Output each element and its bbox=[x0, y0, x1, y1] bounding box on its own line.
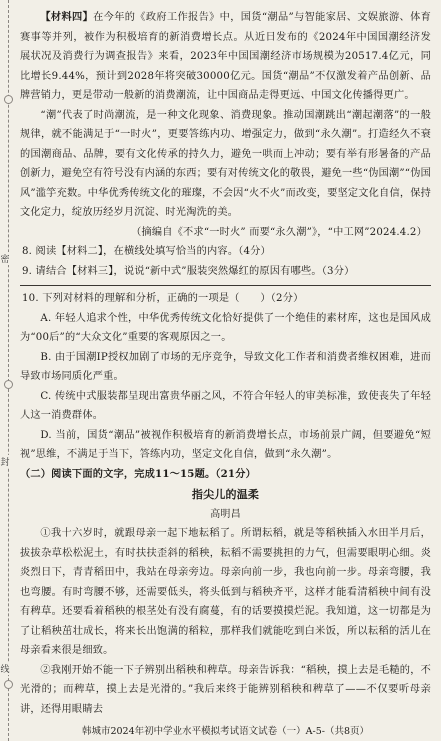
material4-source: （摘编自《不求“一时火” 而要“永久潮”》，“中工网”2024.4.2） bbox=[131, 226, 427, 238]
option-b: B. 由于国潮IP授权加剧了市场的无序竞争，导致文化工作者和消费者维权困难，进而导致市场同质化严重。 bbox=[20, 351, 431, 382]
margin-char: 封 bbox=[0, 455, 10, 468]
page-footer: 韩城市2024年初中学业水平模拟考试语文试卷（一）A-5-（共8页） bbox=[81, 726, 370, 737]
content-area bbox=[20, 8, 431, 719]
margin-char: 密 bbox=[0, 252, 10, 265]
article-para2: ②我刚开始不能一下子辨别出稻秧和稗草。母亲告诉我：“稻秧，摸上去是毛糙的，不光滑的；而稗草，摸上去是光滑的。”我后来终于能辨别稻秧和稗草了——不仅要听母亲讲，还得用眼睛去 bbox=[20, 664, 431, 715]
option-d: D. 当前，国货“潮品”被视作积极培育的新消费增长点，市场前景广阔，但要避免“短视”思维，不满足于当下，答练内功，坚定文化自信，做到“永久潮”。 bbox=[20, 429, 431, 460]
article-para1: ①我十六岁时，就跟母亲一起下地耘稻了。所谓耘稻，就是等稻秧插入水田半月后，拔拔杂草松松泥土，有时扶扶歪斜的稻秧，耘稻不需要挑担的力气，但需要眼明心细。炎炎烈日下，青青稻田中，我站在母亲旁边。母亲向前一步，我也向前一步。母亲弯腰，我也弯腰。有时弯腰不够，还需要低头，将头低到与稻秧齐平，这样才能看清稻秧中间有没有稗草。还要看着稻秧的根茎处有没有腐蔓，有的话要摸摸烂泥。我知道，这一切都是为了让稻秧茁壮成长，将来长出饱满的稻粒，那样我们就能吃到白米饭，所以耘稻的活儿在母亲看来很是细致。 bbox=[20, 528, 431, 656]
binding-hole bbox=[4, 380, 13, 389]
material4-para1 bbox=[20, 8, 431, 106]
material4-para2: “潮”代表了时尚潮流，是一种文化现象、消费现象。推动国潮跳出“潮起潮落”的一般规律，就不能满足于“一时火”，更要答练内功、增强定力，做到“永久潮”。打造经久不衰的国潮商品、品牌，要有文化传承的持久力，避免一哄而上冲动；要有举有形暑备的产品创新力，避免空有符号没有内涵的东西；要有对传统文化的敬畏，避免一些“伪国潮”“伪国风”滥竽充数。中华优秀传统文化的璀璨，不会因“火不火”而改变，要坚定文化自信，保持文化定力，绽放历经岁月沉淀、时光淘洗的美。 bbox=[20, 109, 431, 218]
binding-hole bbox=[4, 680, 13, 689]
section-heading: （二）阅读下面的文字，完成11～15题。（21分） bbox=[20, 467, 256, 480]
material4-label: 【材料四】 bbox=[40, 11, 94, 23]
article-author: 高明昌 bbox=[210, 508, 241, 520]
margin-char: 线 bbox=[0, 662, 10, 675]
binding-margin-line bbox=[8, 0, 9, 741]
question-10: 10. 下列对材料的理解和分析，正确的一项是（ ）（2分） bbox=[22, 293, 304, 304]
option-a: A. 年轻人追求个性，中华优秀传统文化恰好提供了一个绝佳的素材库，这也是国风成为“00后”的“大众文化”重要的客观原因之一。 bbox=[20, 312, 431, 343]
divider-rule bbox=[20, 285, 431, 286]
binding-hole bbox=[4, 95, 13, 104]
question-8: 8. 阅读【材料二】，在横线处填写恰当的内容。（4分） bbox=[22, 246, 271, 257]
option-c: C. 传统中式服装都呈现出富贵华丽之风，不符合年轻人的审美标准，致使丧失了年轻人这一消费群体。 bbox=[20, 390, 431, 421]
material4-para1-text: 在今年的《政府工作报告》中，国货“潮品”与智能家居、文娱旅游、体育赛事等并列，被作为积极培育的新消费增长点。从近日发布的《2024年中国国潮经济发展状况及消费行为调查报告》来看，2023年中国国潮经济市场规模为20517.4亿元，同比增长9.44%，预计到2028年将突破30000亿元。国货“潮品”不仅激发着产品创新、品牌营销力，更是带动一般新的消费潮流，让中国商品走得更远、中国文化传播得更广。 bbox=[20, 12, 432, 101]
article-title: 指尖儿的温柔 bbox=[191, 488, 260, 501]
question-9: 9. 请结合【材料三】，说说“新中式”服装突然爆红的原因有哪些。（3分） bbox=[22, 265, 355, 277]
